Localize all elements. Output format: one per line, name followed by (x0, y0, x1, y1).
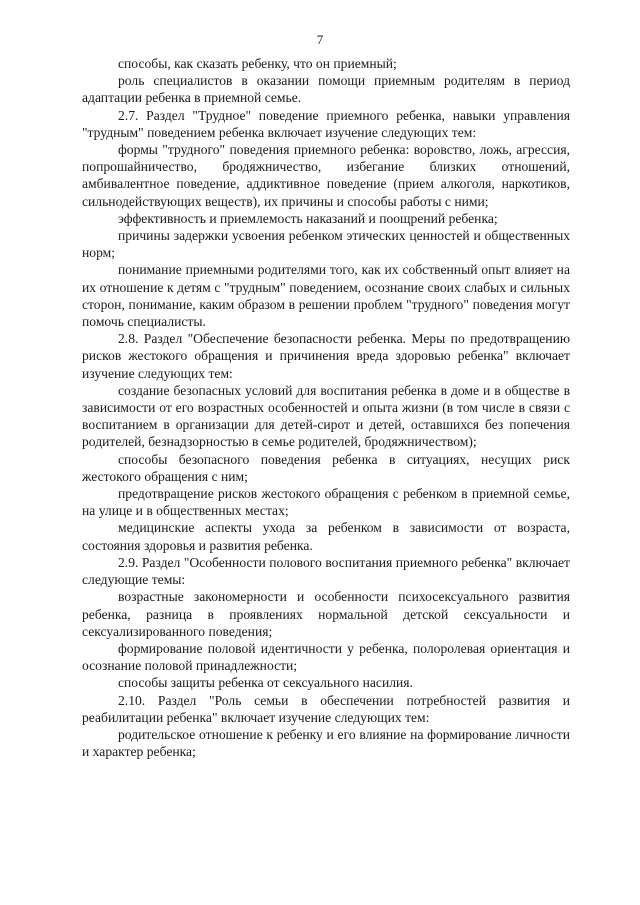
paragraph: причины задержки усвоения ребенком этических ценностей и общественных норм; (82, 228, 570, 261)
paragraph: способы защиты ребенка от сексуального насилия. (118, 675, 413, 691)
page-number: 7 (316, 32, 324, 47)
paragraph: формирование половой идентичности у ребенка, полоролевая ориентация и осознание половой принадлежности; (82, 640, 570, 674)
paragraph: предотвращение рисков жестокого обращения с ребенком в приемной семье, на улице и в общественных местах; (82, 486, 570, 519)
paragraph: эффективность и приемлемость наказаний и поощрений ребенка; (118, 210, 498, 226)
paragraph: возрастные закономерности и особенности психосексуального развития ребенка, разница в проявлениях нормальной детской сексуальности и сексуализированного поведения; (82, 589, 570, 639)
section-heading-paragraph: 2.9. Раздел "Особенности полового воспитания приемного ребенка" включает следующие темы: (82, 554, 570, 588)
paragraph: родительское отношение к ребенку и его влияние на формирование личности и характер ребенка; (82, 726, 570, 760)
paragraph: 2.7. Раздел "Трудное" поведение приемного ребенка, навыки управления "трудным" поведением ребенка включает изучение следующих тем: (82, 107, 570, 140)
document-body (82, 55, 570, 760)
section-heading-paragraph: 2.8. Раздел "Обеспечение безопасности ребенка. Меры по предотвращению рисков жестокого обращения и причинения вреда здоровью ребенка" включает изучение следующих тем: (82, 331, 570, 381)
paragraph: способы, как сказать ребенку, что он приемный; (118, 56, 397, 71)
section-heading-paragraph: 2.10. Раздел "Роль семьи в обеспечении потребностей развития и реабилитации ребенка" включает изучение следующих тем: (82, 692, 570, 725)
paragraph: роль специалистов в оказании помощи приемным родителям в период адаптации ребенка в приемной семье. (82, 73, 570, 106)
paragraph: способы безопасного поведения ребенка в ситуациях, несущих риск жестокого обращения с ним; (82, 451, 570, 484)
paragraph: медицинские аспекты ухода за ребенком в зависимости от возраста, состояния здоровья и развития ребенка. (82, 520, 570, 553)
paragraph: понимание приемными родителями того, как их собственный опыт влияет на их отношение к детям с "трудным" поведением, осознание своих слабых и сильных сторон, понимание, каким образом в решении проблем "трудного" поведения могут помочь специалисты. (82, 262, 570, 330)
paragraph: создание безопасных условий для воспитания ребенка в доме и в обществе в зависимости от его возрастных особенностей и опыта жизни (в том числе в связи с воспитанием в организации для детей-сирот и детей, оставшихся без попечения родителей, безнадзорностью в семье родителей, бродяжничеством); (82, 382, 570, 450)
paragraph: формы "трудного" поведения приемного ребенка: воровство, ложь, агрессия, попрошайничество, бродяжничество, избегание близких отношений, амбивалентное поведение, аддиктивное поведение (прием алкоголя, наркотиков, сильнодействующих веществ), их причины и способы работы с ними; (82, 142, 570, 209)
